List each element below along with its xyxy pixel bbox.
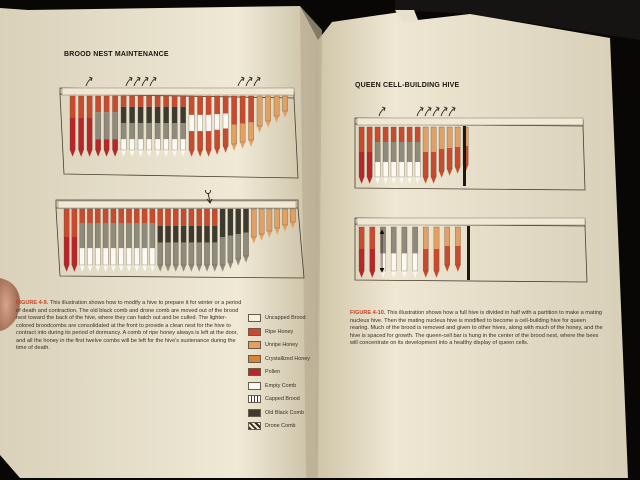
comb (172, 96, 177, 157)
legend-swatch (248, 314, 261, 322)
comb (95, 209, 100, 272)
comb (215, 96, 220, 155)
movement-arrows (379, 107, 455, 116)
comb (80, 209, 85, 272)
right-caption (350, 310, 606, 348)
comb (413, 227, 418, 278)
comb (204, 209, 209, 272)
comb-columns (70, 96, 288, 157)
comb (223, 96, 228, 153)
legend-swatch (248, 395, 261, 403)
comb (240, 96, 245, 149)
comb (402, 227, 407, 278)
comb (407, 127, 412, 184)
comb (367, 127, 372, 184)
arrow (379, 107, 385, 116)
left-heading: BROOD NEST MAINTENANCE (64, 51, 169, 58)
legend-swatch (248, 382, 261, 390)
comb (439, 127, 444, 178)
comb (113, 96, 118, 157)
comb (134, 209, 139, 272)
comb (155, 96, 160, 157)
left-caption-label: FIGURE 4-9. (16, 300, 49, 306)
legend-swatch (248, 409, 261, 417)
comb (375, 127, 380, 184)
comb (142, 209, 147, 272)
arrow (134, 77, 140, 86)
arrow (254, 77, 260, 86)
comb (370, 227, 375, 278)
comb (455, 227, 460, 272)
comb (206, 96, 211, 157)
comb (415, 127, 420, 184)
comb (147, 96, 152, 157)
legend-label: Crystallized Honey (265, 355, 310, 362)
top-bars (62, 88, 294, 95)
right-caption-text: This illustration shows how a full hive is divided in half with a partition to make a mating nucleus hive. Then the mating nucleus hive is modified to become a cell-building hive for queen rearing. Much of the brood is removed and given to other hives, along with much of the honey, and the hive is spaced for growth. The queen-cell bar is hung in the center of the brood nest, where the bees will concentrate on its development into a healthy display of queen cells. (350, 310, 603, 346)
comb (70, 96, 75, 157)
comb (111, 209, 116, 272)
comb (126, 209, 131, 272)
comb (87, 96, 92, 157)
comb (391, 127, 396, 184)
arrow (441, 107, 447, 116)
legend-label: Old Black Comb (265, 409, 304, 416)
comb (165, 209, 170, 272)
comb (359, 127, 364, 184)
right-caption-label: FIGURE 4-10. (350, 310, 386, 316)
left-caption (16, 300, 244, 353)
comb (359, 227, 364, 278)
comb (391, 227, 396, 278)
comb (243, 209, 248, 263)
legend-label: Empty Comb (265, 382, 297, 389)
right-heading: QUEEN CELL-BUILDING HIVE (355, 82, 460, 89)
legend (248, 314, 318, 444)
legend-item (248, 368, 280, 376)
comb (228, 209, 233, 269)
legend-item (248, 341, 298, 349)
comb (96, 96, 101, 157)
comb (189, 209, 194, 272)
comb (283, 96, 288, 118)
comb (434, 227, 439, 278)
comb (423, 227, 428, 278)
legend-swatch (248, 422, 261, 430)
comb (267, 209, 272, 238)
legend-label: Drone Comb (265, 423, 296, 429)
comb (181, 96, 186, 157)
arrow (449, 107, 455, 116)
comb (282, 209, 287, 232)
legend-item (248, 355, 310, 363)
comb (251, 209, 256, 244)
comb (72, 209, 77, 272)
legend-swatch (248, 341, 261, 349)
legend-label: Ripe Honey (265, 328, 294, 335)
comb (423, 127, 428, 184)
comb (130, 96, 135, 157)
legend-label: Unripe Honey (265, 342, 298, 348)
arrow (238, 77, 244, 86)
arrow (433, 107, 439, 116)
comb (197, 209, 202, 272)
comb (164, 96, 169, 157)
comb (274, 96, 279, 123)
comb (266, 96, 271, 128)
arrow (86, 77, 92, 86)
comb (158, 209, 163, 272)
right-bottom-hive-diagram (345, 210, 595, 290)
right-top-hive-diagram (345, 106, 595, 196)
comb (455, 127, 460, 174)
legend-label: Uncapped Brood (265, 315, 306, 321)
arrow (126, 77, 132, 86)
comb (79, 96, 84, 157)
comb (104, 96, 109, 157)
legend-label: Capped Brood (265, 396, 300, 402)
comb (121, 96, 126, 157)
comb (103, 209, 108, 272)
legend-swatch (248, 355, 261, 363)
comb (173, 209, 178, 272)
comb (232, 96, 237, 151)
legend-swatch (248, 328, 261, 336)
legend-item (248, 328, 293, 336)
comb (150, 209, 155, 272)
comb (290, 209, 295, 229)
partition (467, 226, 470, 280)
comb (236, 209, 241, 266)
legend-item (248, 382, 296, 390)
legend-item (248, 409, 304, 417)
comb (275, 209, 280, 235)
left-bottom-hive-diagram (42, 190, 312, 285)
legend-swatch (248, 368, 261, 376)
comb (447, 127, 452, 176)
left-caption-text: This illustration shows how to modify a hive to prepare it for winter or a period of death and contraction. The old black comb and drone comb are moved out of the brood nest toward the back of the hive, where they can hatch out and be culled. The lighter-colored broodcombs are consolidated at the front to provide a clean nest for the hive to contract into during its period of dormancy. A comb of ripe honey always is left at the door, and all the honey in the first twelve combs will be left for the hive's sustenance during the time of death. (16, 300, 242, 351)
comb (138, 96, 143, 157)
arrow (246, 77, 252, 86)
comb (64, 209, 69, 272)
legend-item (248, 395, 300, 403)
legend-item (248, 422, 296, 430)
comb (181, 209, 186, 272)
arrow (417, 107, 423, 116)
arrow (142, 77, 148, 86)
partition (463, 126, 466, 186)
comb (249, 96, 254, 147)
arrow (150, 77, 156, 86)
comb (445, 227, 450, 272)
comb (399, 127, 404, 184)
legend-label: Pollen (265, 369, 280, 375)
comb (198, 96, 203, 157)
comb (383, 127, 388, 184)
comb (259, 209, 264, 241)
comb (257, 96, 262, 133)
left-top-hive-diagram (48, 76, 308, 186)
comb (87, 209, 92, 272)
movement-arrows (86, 77, 260, 86)
legend-item (248, 314, 305, 322)
comb (431, 127, 436, 184)
arrow (425, 107, 431, 116)
comb (119, 209, 124, 272)
comb (189, 96, 194, 157)
comb (212, 209, 217, 272)
comb (220, 209, 225, 272)
